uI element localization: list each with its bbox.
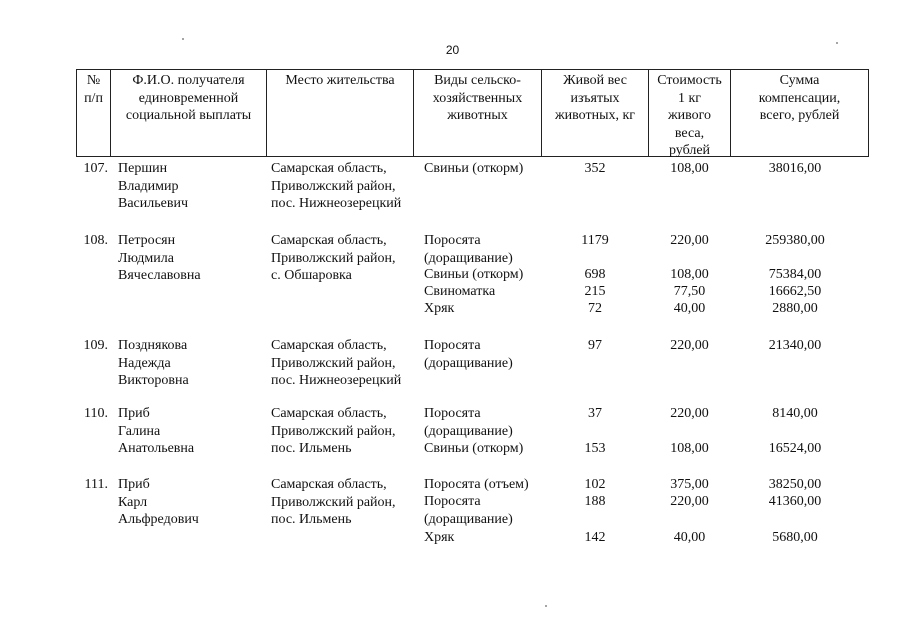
compensation-sum: 5680,00 [772,530,818,545]
compensation-sum: 38016,00 [768,161,822,176]
header-bottom-border [76,156,869,157]
scan-speck [545,605,547,607]
live-weight: 1179 [581,233,609,248]
live-weight: 72 [588,301,602,316]
residence: Самарская область, Приволжский район, пос. Нижнеозерецкий [271,338,402,388]
row-number: 110. [84,406,108,421]
live-weight: 37 [588,406,602,421]
header-price: Стоимость 1 кг живого веса, рублей [657,73,722,158]
row-number: 109. [83,338,108,353]
row-number: 107. [83,161,108,176]
live-weight: 698 [584,267,606,282]
recipient-name: Петросян Людмила Вячеславовна [118,233,201,283]
price-per-kg: 375,00 [670,477,709,492]
header-sum: Сумма компенсации, всего, рублей [758,73,841,123]
animal-type: Поросята (доращивание) [424,494,513,527]
header-top-border [76,69,869,70]
residence: Самарская область, Приволжский район, пос. Ильмень [271,406,396,456]
recipient-name: Позднякова Надежда Викторовна [118,338,189,388]
animal-type: Хряк [424,530,455,545]
animal-type: Свиньи (откорм) [424,267,524,282]
price-per-kg: 40,00 [673,530,706,545]
price-per-kg: 220,00 [670,406,709,421]
residence: Самарская область, Приволжский район, с. Обшаровка [271,233,396,283]
header-animals: Виды сельско- хозяйственных животных [432,73,523,123]
price-per-kg: 108,00 [670,267,709,282]
compensation-sum: 41360,00 [768,494,822,509]
scan-speck [182,38,184,40]
live-weight: 142 [584,530,606,545]
compensation-sum: 259380,00 [765,233,825,248]
price-per-kg: 108,00 [670,161,709,176]
live-weight: 153 [584,441,606,456]
compensation-sum: 38250,00 [768,477,822,492]
live-weight: 97 [588,338,602,353]
live-weight: 352 [584,161,606,176]
recipient-name: Приб Карл Альфредович [118,477,199,527]
residence: Самарская область, Приволжский район, пос. Нижнеозерецкий [271,161,402,211]
live-weight: 102 [584,477,606,492]
live-weight: 215 [584,284,606,299]
recipient-name: Першин Владимир Васильевич [118,161,188,211]
compensation-sum: 21340,00 [768,338,822,353]
compensation-sum: 16662,50 [768,284,822,299]
animal-type: Поросята (доращивание) [424,406,513,439]
compensation-sum: 8140,00 [772,406,818,421]
compensation-sum: 75384,00 [768,267,822,282]
header-col-border [868,69,869,157]
recipient-name: Приб Галина Анатольевна [118,406,195,456]
price-per-kg: 220,00 [670,338,709,353]
animal-type: Свиноматка [424,284,496,299]
price-per-kg: 220,00 [670,233,709,248]
residence: Самарская область, Приволжский район, пос. Ильмень [271,477,396,527]
animal-type: Свиньи (откорм) [424,441,524,456]
price-per-kg: 108,00 [670,441,709,456]
compensation-sum: 2880,00 [772,301,818,316]
header-name: Ф.И.О. получателя единовременной социальной выплаты [125,73,252,123]
price-per-kg: 77,50 [673,284,706,299]
animal-type: Поросята (отъем) [424,477,529,492]
header-weight: Живой вес изъятых животных, кг [554,73,636,123]
price-per-kg: 220,00 [670,494,709,509]
header-place: Место жительства [285,73,395,88]
animal-type: Поросята (доращивание) [424,233,513,266]
row-number: 111. [84,477,108,492]
scan-speck [836,42,838,44]
header-num: № п/п [84,73,103,106]
animal-type: Свиньи (откорм) [424,161,524,176]
animal-type: Хряк [424,301,455,316]
price-per-kg: 40,00 [673,301,706,316]
row-number: 108. [83,233,108,248]
live-weight: 188 [584,494,606,509]
page-number: 20 [445,43,460,57]
compensation-sum: 16524,00 [768,441,822,456]
animal-type: Поросята (доращивание) [424,338,513,371]
